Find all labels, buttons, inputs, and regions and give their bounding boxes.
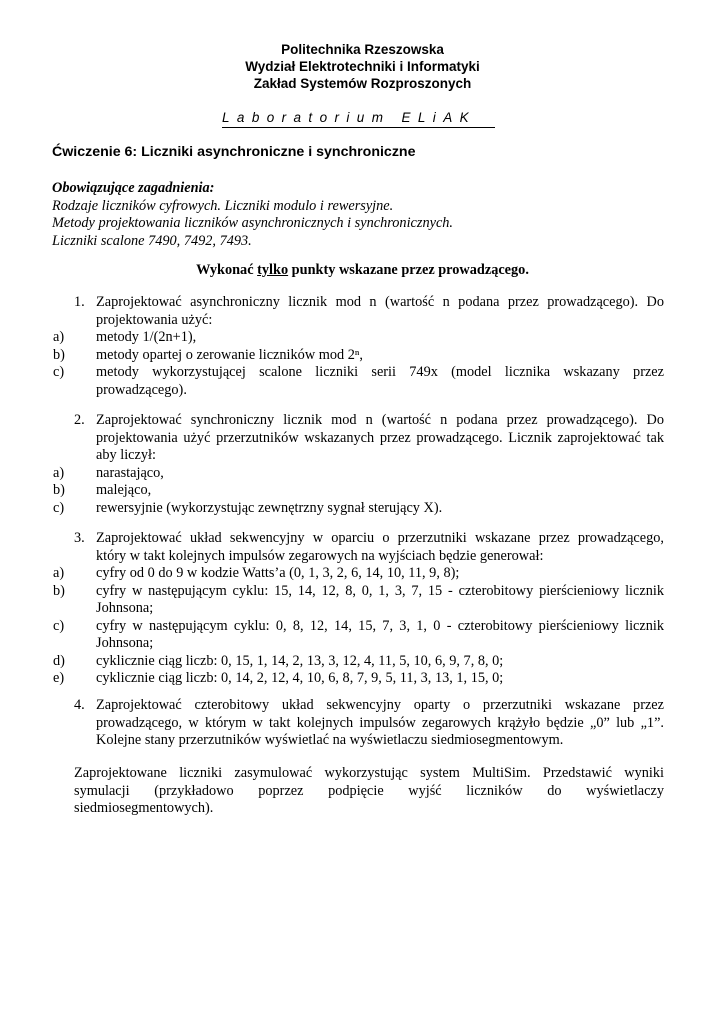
task-text: projektowania użyć:: [96, 311, 213, 328]
department-name: Zakład Systemów Rozproszonych: [253, 76, 472, 91]
task-number: 3.: [74, 530, 85, 546]
task-4: [74, 697, 664, 750]
item-text: rewersyjnie (wykorzystując zewnętrzny sygnał sterujący X).: [96, 499, 443, 516]
faculty-name: Wydział Elektrotechniki i Informatyki: [245, 59, 480, 74]
task-text: Zaprojektować czterobitowy układ sekwencyjny oparty o przerzutniki wskazane przez: [96, 697, 664, 713]
task-text: aby liczył:: [96, 447, 156, 463]
task-1: [53, 294, 664, 399]
exercise-title: Ćwiczenie 6: Liczniki asynchroniczne i synchroniczne: [52, 144, 416, 160]
topics-heading: Obowiązujące zagadnienia:: [52, 180, 215, 196]
item-text: cyfry od 0 do 9 w kodzie Watts’a (0, 1, 3, 2, 6, 14, 10, 11, 9, 8);: [96, 565, 460, 581]
item-text: cyfry w następującym cyklu: 0, 8, 12, 14, 15, 7, 3, 1, 0 - czterobitowy pierścieniowy licznik: [96, 617, 664, 634]
item-text: Johnsona;: [96, 635, 154, 651]
task-text: projektowania użyć przerzutników wskazanych przez prowadzącego. Licznik zaprojektować tak: [96, 429, 664, 446]
list-item: [53, 670, 664, 688]
item-letter: d): [53, 652, 65, 669]
item-text: malejąco,: [96, 482, 152, 498]
item-letter: a): [53, 565, 65, 581]
list-item: [53, 617, 664, 653]
task-2: [53, 412, 664, 517]
item-letter: c): [53, 499, 65, 516]
institution-header: [0, 41, 725, 92]
item-letter: a): [53, 464, 65, 481]
task-text: Kolejne stany przerzutników wyświetlać na wyświetlaczu siedmiosegmentowym.: [96, 732, 564, 748]
item-letter: b): [53, 582, 65, 599]
list-item: [53, 565, 664, 583]
list-item: [53, 464, 664, 483]
task-text: Zaprojektować synchroniczny licznik mod n (wartość n podana przez prowadzącego). Do: [96, 412, 664, 428]
list-item: [53, 499, 664, 518]
topic-line: Rodzaje liczników cyfrowych. Liczniki modulo i rewersyjne.: [52, 197, 394, 214]
item-text: cyfry w następującym cyklu: 15, 14, 12, 8, 0, 1, 3, 7, 15 - czterobitowy pierścieniowy licznik: [96, 582, 664, 599]
task-number: 2.: [74, 412, 85, 428]
closing-line: symulacji (przykładowo poprzez podpięcie wyjść liczników do wyświetlaczy: [74, 782, 664, 799]
item-letter: e): [53, 670, 65, 686]
task-text: prowadzącego, w którym w takt kolejnych impulsów zegarowych krążyło będzie „0” lub „1”.: [96, 714, 664, 731]
list-item: [53, 582, 664, 618]
lab-title: Laboratorium ELiAK: [222, 109, 495, 128]
task-3: [53, 530, 664, 688]
required-topics: [52, 180, 453, 250]
task-number: 1.: [74, 294, 85, 310]
item-letter: b): [53, 346, 65, 363]
list-item: [53, 346, 664, 365]
task-text: Zaprojektować układ sekwencyjny w oparciu o przerzutniki wskazane przez prowadzącego,: [96, 530, 664, 546]
item-letter: c): [53, 364, 65, 380]
topic-line: Liczniki scalone 7490, 7492, 7493.: [52, 232, 252, 249]
list-item: [53, 364, 664, 399]
instruction: [0, 262, 725, 279]
item-letter: a): [53, 329, 65, 345]
instruction-after: punkty wskazane przez prowadzącego.: [288, 262, 529, 278]
list-item: [53, 652, 664, 671]
item-text: cyklicznie ciąg liczb: 0, 14, 2, 12, 4, 10, 6, 8, 7, 9, 5, 11, 3, 13, 1, 15, 0;: [96, 670, 504, 686]
item-text: metody wykorzystującej scalone liczniki serii 749x (model licznika wskazany przez: [96, 364, 664, 380]
task-number: 4.: [74, 697, 85, 713]
instruction-underlined: tylko: [257, 262, 289, 278]
item-text: prowadzącego).: [96, 381, 187, 398]
instruction-before: Wykonać: [196, 262, 258, 278]
list-item: [53, 482, 664, 500]
closing-line: siedmiosegmentowych).: [74, 800, 214, 816]
item-text: narastająco,: [96, 464, 164, 481]
item-letter: c): [53, 617, 65, 634]
item-text: metody opartej o zerowanie liczników mod 2ⁿ,: [96, 346, 363, 363]
item-text: Johnsona;: [96, 600, 154, 616]
task-text: Zaprojektować asynchroniczny licznik mod n (wartość n podana przez prowadzącego). Do: [96, 294, 664, 310]
item-letter: b): [53, 482, 65, 498]
closing-line: Zaprojektowane liczniki zasymulować wykorzystując system MultiSim. Przedstawić wyniki: [74, 765, 664, 781]
item-text: cyklicznie ciąg liczb: 0, 15, 1, 14, 2, 13, 3, 12, 4, 11, 5, 10, 6, 9, 7, 8, 0;: [96, 652, 504, 669]
task-text: który w takt kolejnych impulsów zegarowych na wyjściach będzie generował:: [96, 547, 544, 564]
topic-line: Metody projektowania liczników asynchronicznych i synchronicznych.: [52, 215, 454, 231]
item-text: metody 1/(2n+1),: [96, 329, 197, 345]
university-name: Politechnika Rzeszowska: [281, 42, 444, 57]
closing-paragraph: [74, 765, 664, 818]
list-item: [53, 329, 664, 347]
